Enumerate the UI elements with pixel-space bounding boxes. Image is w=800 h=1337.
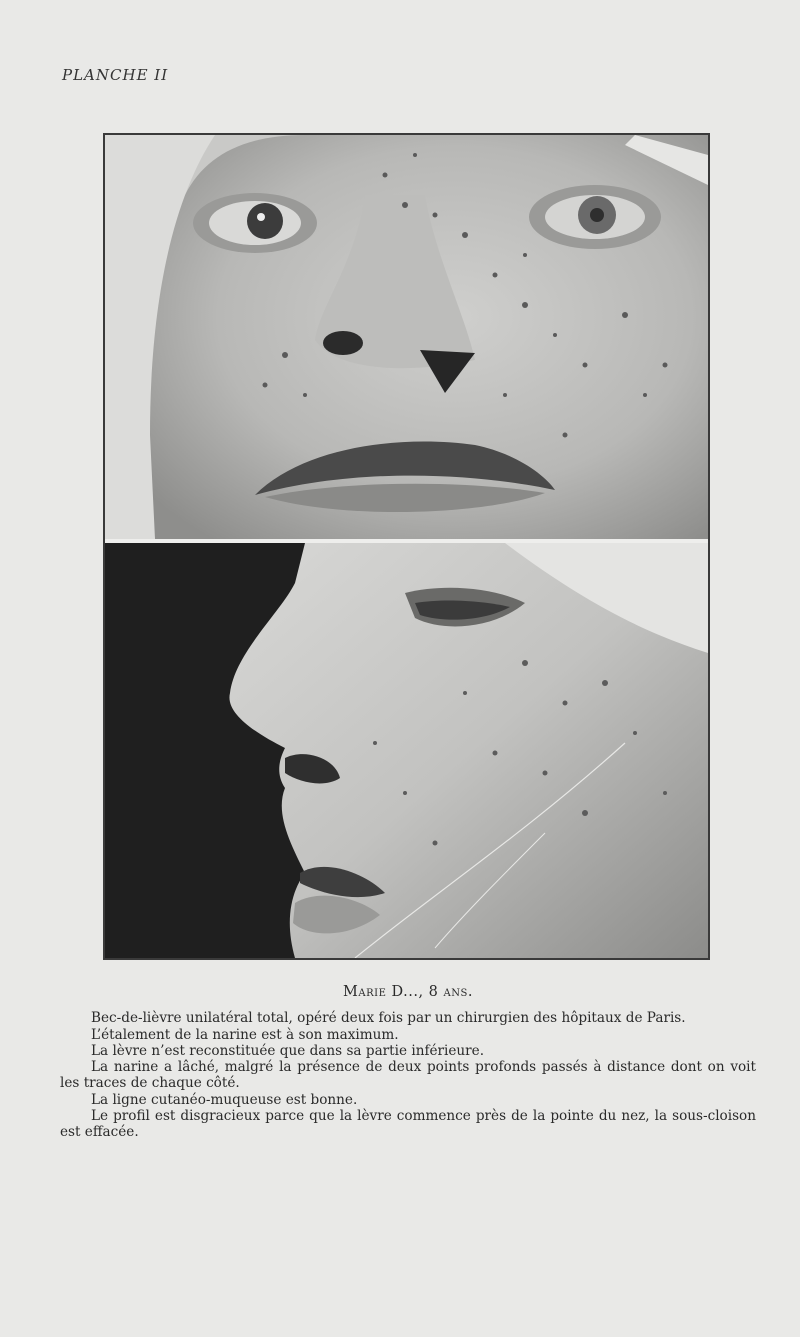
caption-paragraph: La ligne cutanéo-muqueuse est bonne. bbox=[91, 1091, 358, 1108]
caption-paragraph: Le profil est disgracieux parce que la lèvre commence près de la pointe du nez, la sous-cloison est effacée. bbox=[60, 1108, 756, 1141]
plate-label: PLANCHE II bbox=[62, 66, 169, 84]
caption-paragraph: La narine a lâché, malgré la présence de deux points profonds passés à distance dont on voit les traces de chaque côté. bbox=[60, 1059, 756, 1092]
profile-face-photo bbox=[105, 543, 708, 958]
frontal-face-photo bbox=[105, 135, 708, 539]
caption bbox=[60, 984, 756, 1141]
caption-paragraph: Bec-de-lièvre unilatéral total, opéré deux fois par un chirurgien des hôpitaux de Paris. bbox=[91, 1010, 686, 1027]
caption-paragraph: La lèvre n’est reconstituée que dans sa partie inférieure. bbox=[91, 1042, 485, 1059]
caption-title: Marie D..., 8 ans. bbox=[343, 984, 473, 1000]
photo-plate bbox=[103, 133, 710, 960]
caption-paragraph: L’étalement de la narine est à son maximum. bbox=[91, 1026, 399, 1043]
